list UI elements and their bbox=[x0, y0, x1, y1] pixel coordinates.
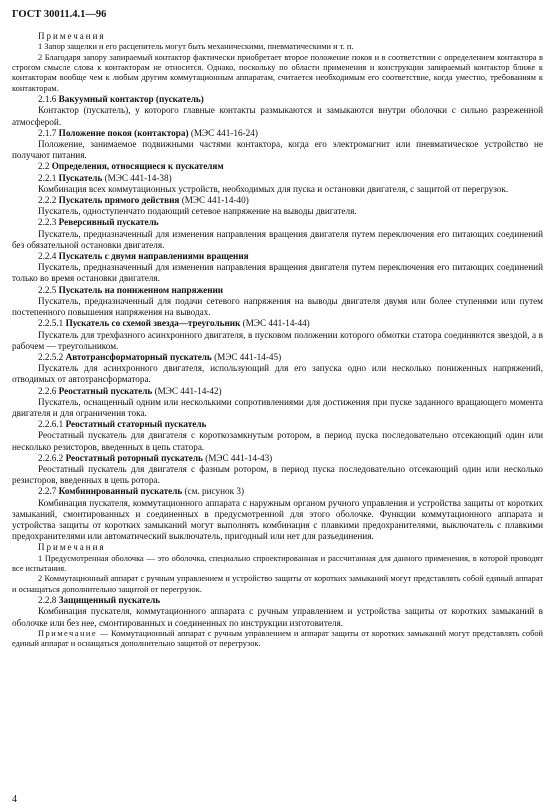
section-title: Реостатный статорный пускатель bbox=[65, 419, 207, 430]
section-reference: (МЭС 441-14-45) bbox=[214, 351, 282, 362]
section-heading bbox=[12, 94, 543, 105]
section-number: 2.2.5.1 bbox=[38, 318, 64, 329]
section-number: 2.2.6.1 bbox=[38, 419, 64, 430]
note-item: 1 Предусмотренная оболочка — это оболочка, специально спроектированная и рассчитанная для данного применения, в которой проводят все испытания. bbox=[12, 553, 543, 573]
section-reference: (см. рисунок 3) bbox=[184, 486, 245, 497]
paragraph: Пускатель для асинхронного двигателя, использующий для его запуска одно или несколько пониженных напряжений, отводимых от автотрансформатора. bbox=[12, 363, 543, 385]
footnote-text: — Коммутационный аппарат с ручным управлением и аппарат защиты от коротких замыканий могут представлять собой единый аппарат и оснащаться дополнительно защитой от перегрузок. bbox=[12, 628, 544, 649]
section-number: 2.2 bbox=[38, 161, 50, 172]
section-title: Положение покоя (контактора) bbox=[58, 127, 189, 138]
paragraph: Пускатель для трехфазного асинхронного двигателя, в пусковом положении которого обмотки статора соединяются звездой, а в рабочем — треугольником. bbox=[12, 329, 543, 351]
paragraph: Комбинация пускателя, коммутационного аппарата с наружным органом ручного управления и устройства защиты от коротких замыканий, смонтированных и соединенных в предусмотренной для этого оболочке. Функции коммутационного аппарата и устройства защиты от коротких замыканий могут выполнять комбинация с плавкими предохранителями, выключатель с плавкими предохранителями или автоматический выключатель, пригодный или нет для разъединения. bbox=[12, 497, 543, 542]
section-title: Защищенный пускатель bbox=[58, 595, 161, 606]
section-title: Реостатный роторный пускатель bbox=[65, 452, 203, 463]
note-item: 2 Благодаря запору запираемый контактор фактически приобретает второе положение покоя и в соответствии с определением контактора в строгом смысле слова к контакторам не относится. Однако, поскольку по области применения и конструкции запираемый контактор ближе к контакторам вообще чем к любым другим коммутационным аппаратам, считается необходимым его соответствие, когда уместно, требованиям к контакторам. bbox=[12, 52, 543, 93]
notes-title: Примечания bbox=[38, 542, 106, 553]
paragraph: Положение, занимаемое подвижными частями контактора, когда его электромагнит или пневматическое устройство не получают питания. bbox=[12, 139, 543, 161]
section-heading bbox=[12, 161, 543, 172]
paragraph: Реостатный пускатель для двигателя с фазным ротором, в период пуска последовательно отсекающий один или несколько резисторов, введенных в цепь ротора. bbox=[12, 463, 543, 486]
footnote-label: Примечание bbox=[38, 628, 98, 638]
footnote bbox=[12, 629, 543, 650]
section-heading bbox=[12, 128, 543, 139]
document-header: ГОСТ 30011.4.1—96 bbox=[12, 9, 107, 20]
section-reference: (МЭС 441-14-40) bbox=[181, 195, 249, 206]
section-reference: (МЭС 441-14-44) bbox=[242, 318, 310, 329]
section-reference: (МЭС 441-16-24) bbox=[190, 127, 258, 138]
section-title: Пускатель со схемой звезда—треугольник bbox=[65, 318, 241, 329]
paragraph: Пускатель, предназначенный для изменения направления вращения двигателя путем переключения его питающих соединений без обязательной остановки двигателя. bbox=[12, 228, 543, 250]
section-title: Пускатель bbox=[58, 172, 103, 183]
section-heading bbox=[12, 217, 543, 228]
section-heading bbox=[12, 318, 543, 329]
section-heading bbox=[12, 386, 543, 397]
section-title: Пускатель прямого действия bbox=[58, 195, 180, 206]
notes-title: Примечания bbox=[38, 31, 106, 41]
section-number: 2.2.4 bbox=[38, 251, 57, 262]
section-reference: (МЭС 441-14-38) bbox=[104, 172, 172, 183]
section-title: Реверсивный пускатель bbox=[58, 217, 159, 228]
section-heading bbox=[12, 173, 543, 184]
section-heading bbox=[12, 285, 543, 296]
paragraph: Реостатный пускатель для двигателя с короткозамкнутым ротором, в период пуска последовательно отсекающий один или несколько резисторов, введенных в цепь статора. bbox=[12, 430, 543, 452]
section-reference: (МЭС 441-14-43) bbox=[205, 452, 273, 463]
section-number: 2.2.1 bbox=[38, 172, 57, 183]
section-heading bbox=[12, 595, 543, 606]
paragraph: Пускатель, предназначенный для подачи сетевого напряжения на выводы двигателя двумя или более ступенями или путем постепенного повышения напряжения на выводах. bbox=[12, 295, 543, 318]
section-heading bbox=[12, 352, 543, 363]
section-heading bbox=[12, 251, 543, 262]
section-heading bbox=[12, 419, 543, 430]
paragraph: Пускатель, предназначенный для изменения направления вращения двигателя путем переключения его питающих соединений только во время остановки двигателя. bbox=[12, 262, 543, 284]
document-body bbox=[12, 31, 543, 650]
section-title: Реостатный пускатель bbox=[58, 385, 153, 396]
section-number: 2.2.3 bbox=[38, 217, 57, 228]
section-number: 2.1.6 bbox=[38, 94, 57, 105]
section-heading bbox=[12, 486, 543, 497]
section-number: 2.2.5 bbox=[38, 284, 57, 295]
note-item: 1 Запор защелки и его расцепитель могут быть механическими, пневматическими и т. п. bbox=[38, 42, 354, 52]
section-title: Комбинированный пускатель bbox=[58, 486, 183, 497]
section-number: 2.2.8 bbox=[38, 595, 57, 606]
section-number: 2.2.6.2 bbox=[38, 452, 64, 463]
page-number: 4 bbox=[12, 793, 17, 805]
section-number: 2.2.5.2 bbox=[38, 351, 64, 362]
note-item: 2 Коммутационный аппарат с ручным управлением и устройство защиты от коротких замыканий могут представлять собой единый аппарат и оснащаться дополнительно защитой от перегрузок. bbox=[12, 574, 543, 594]
paragraph: Пускатель, одноступенчато подающий сетевое напряжение на выводы двигателя. bbox=[38, 206, 357, 217]
section-reference: (МЭС 441-14-42) bbox=[154, 385, 222, 396]
paragraph: Комбинация всех коммутационных устройств, необходимых для пуска и остановки двигателя, с защитой от перегрузок. bbox=[38, 183, 509, 194]
section-number: 2.2.6 bbox=[38, 385, 57, 396]
section-number: 2.1.7 bbox=[38, 127, 57, 138]
section-title: Вакуумный контактор (пускатель) bbox=[58, 94, 204, 105]
paragraph: Контактор (пускатель), у которого главные контакты размыкаются и замыкаются внутри оболочки с сильно разреженной атмосферой. bbox=[12, 105, 543, 127]
section-number: 2.2.2 bbox=[38, 195, 57, 206]
section-title: Пускатель с двумя направлениями вращения bbox=[58, 251, 249, 262]
section-number: 2.2.7 bbox=[38, 486, 57, 497]
section-title: Определения, относящиеся к пускателям bbox=[51, 161, 224, 172]
section-title: Автотрансформаторный пускатель bbox=[65, 351, 212, 362]
section-title: Пускатель на пониженном напряжении bbox=[58, 284, 224, 295]
section-heading bbox=[12, 195, 543, 206]
section-heading bbox=[12, 453, 543, 464]
paragraph: Пускатель, оснащенный одним или несколькими сопротивлениями для достижения при пуске заданного вращающего момента двигателя и для ограничения тока. bbox=[12, 396, 543, 418]
paragraph: Комбинация пускателя, коммутационного аппарата с ручным управлением и устройства защиты от коротких замыканий в оболочке или без нее, смонтированных и соединенных по инструкции изготовителя. bbox=[12, 606, 543, 628]
